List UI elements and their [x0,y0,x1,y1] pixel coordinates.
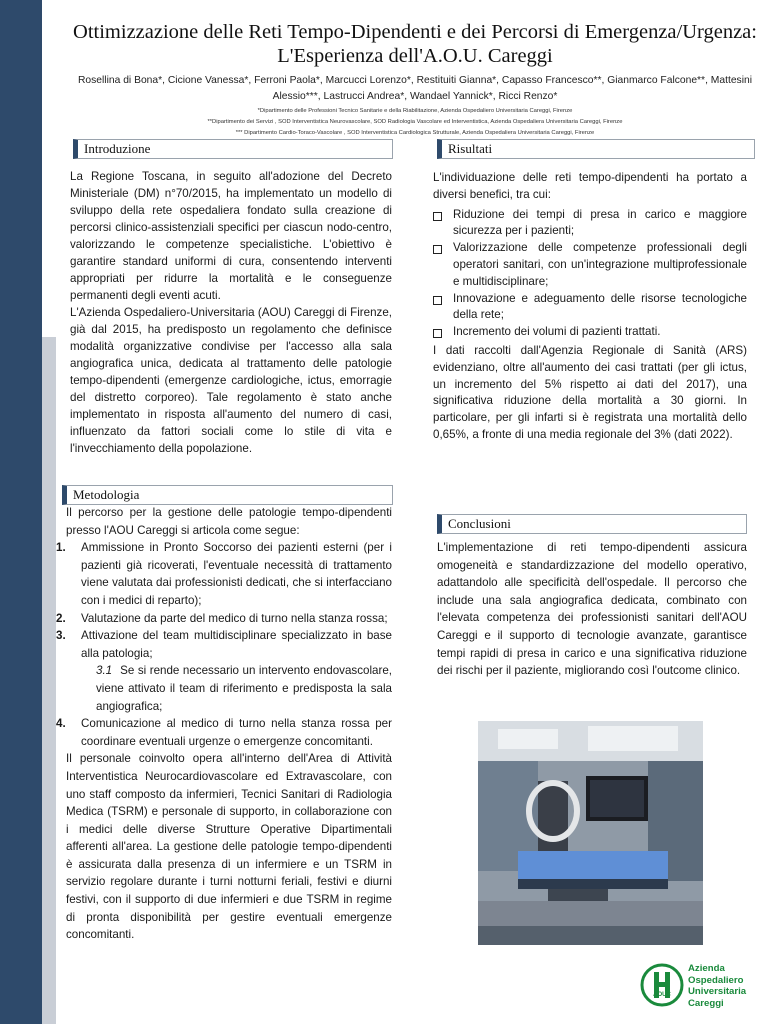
checkbox-icon [433,329,442,338]
conclusioni-heading: Conclusioni [437,514,747,534]
bullet-text: Riduzione dei tempi di presa in carico e maggiore sicurezza per i pazienti; [453,207,747,238]
bullet-item [433,207,747,241]
angiography-room-photo [478,721,703,945]
introduzione-paragraph-1: La Regione Toscana, in seguito all'adozione del Decreto Ministeriale (DM) n°70/2015, ha implementato un modello di sviluppo della rete ospedaliera fondato sulla creazione di percorsi clinico-assistenziali specifici per ciascun nodo-centro, valorizzando le competenze specialistiche. L'obiettivo è garantire standard uniformi di cura, consentendo interventi appropriati per ridurre la mortalità e le conseguenze permanenti degli eventi acuti. [70,170,392,302]
poster-title: Ottimizzazione delle Reti Tempo-Dipendenti e dei Percorsi di Emergenza/Urgenza: L'Esperienza dell'A.O.U. Careggi [73,21,757,67]
affiliation-3: *** Dipartimento Cardio-Toraco-Vascolare , SOD Interventistica Cardiologica Strutturale, Azienda Ospedaliera Universitaria Careggi, Firenze [235,130,595,136]
risultati-intro: L'individuazione delle reti tempo-dipendenti ha portato a diversi benefici, tra cui: [433,171,747,201]
step-2 [56,610,392,628]
step-3 [56,627,392,662]
step-3-1 [66,662,392,715]
affiliation-2: **Dipartimento dei Servizi , SOD Interventistica Neurovascolare, SOD Radiologia Vascolare ed Interventistica, Azienda Ospedaliera Universitaria Careggi, Firenze [207,119,623,125]
introduzione-paragraph-2: L'Azienda Ospedaliero-Universitaria (AOU) Careggi di Firenze, già dal 2015, ha predisposto un regolamento che definisce modalità organizzative condivise per l'accesso alla sala angiografica unica, dedicata al trattamento delle patologie tempo-dipendenti (emergenze cardiologiche, ictus, emorragie del distretto corporeo). Tale regolamento è stato anche implementato in risposta all'aumento del numero di casi, influenzato da fattori sociali come lo stile di vita e l'invecchiamento della popolazione. [70,306,392,455]
left-sidebar-accent [42,337,56,1024]
logo-line-1: Azienda [688,963,725,974]
step-text: Comunicazione al medico di turno nella stanza rossa per coordinare eventuali urgenze o emergenze concomitanti. [81,717,392,748]
left-sidebar-band [0,0,42,1024]
step-text: Valutazione da parte del medico di turno nella stanza rossa; [81,611,388,625]
checkbox-icon [433,296,442,305]
step-text: Attivazione del team multidisciplinare specializzato in base alla patologia; [81,629,392,660]
bullet-text: Incremento dei volumi di pazienti trattati. [453,325,661,339]
conclusioni-body: L'implementazione di reti tempo-dipendenti assicura omogeneità e standardizzazione del modello operativo, adattandolo alle specificità dell'ospedale. Il percorso che include una sala angiografica dedicata, combinato con l'elevata competenza dei professionisti sanitari dell'AOU Careggi e il supporto di tecnologie avanzate, garantisce tempi rapidi di presa in carico e una significativa riduzione dei rischi per il paziente, migliorando così l'outcome clinico. [437,541,747,678]
metodologia-closing: Il personale coinvolto opera all'interno dell'Area di Attività Interventistica Neurocardiovascolare ed Extravascolare, con uno staff composto da infermieri, Tecnici Sanitari di Radiologia Medica (TSRM) e personale di supporto, in collaborazione con i medici delle diverse Strutture Operative Dipartimentali afferenti all'area. La gestione delle patologie tempo-dipendenti è assicurata dalla presenza di un infermiere e un TSRM in servizio regolare durante i turni notturni feriali, festivi e diurni festivi, con il supporto di due infermieri e due TSRM in regime di pronta disponibilità per gestire eventuali emergenze concomitanti. [66,752,392,942]
step-4 [56,715,392,750]
logo-line-3: Universitaria [688,986,747,997]
step-text: Ammissione in Pronto Soccorso dei pazienti esterni (per i pazienti già ricoverati, l'eventuale necessità di trattamento viene valutata dai professionisti dedicati, che si interfacciano con i medici di reparto); [81,541,392,607]
bullet-text: Innovazione e adeguamento delle risorse tecnologiche della rete; [453,291,747,322]
risultati-bullets [433,207,747,341]
checkbox-icon [433,245,442,254]
logo-mark-text: AOUC [653,992,671,998]
risultati-heading: Risultati [437,139,755,159]
substep-text: Se si rende necessario un intervento endovascolare, viene attivato il team di riferimento e predisposta la sala angiografica; [96,664,392,713]
metodologia-body [56,504,392,944]
affiliation-1: *Dipartimento delle Professioni Tecnico Sanitarie e della Riabilitazione, Azienda Ospedaliero Universitaria Careggi, Firenze [257,108,573,114]
metodologia-steps [56,539,392,750]
metodologia-heading: Metodologia [62,485,393,505]
aouc-logo-mark-icon [640,962,684,1008]
step-number: 3. [56,629,66,643]
step-number: 1. [56,541,66,555]
risultati-data: I dati raccolti dall'Agenzia Regionale di Sanità (ARS) evidenziano, oltre all'aumento dei casi trattati (per gli ictus, un incremento del 5% rispetto ai dati del 2017), una significativa riduzione della mortalità a 30 giorni. In particolare, per gli infarti si è registrata una mortalità dello 0,65%, a fronte di una media regionale del 3% (dati 2022). [433,343,747,441]
checkbox-icon [433,212,442,221]
bullet-item [433,324,747,341]
bullet-item [433,240,747,290]
aouc-logo [640,962,756,1014]
logo-line-4: Careggi [688,997,724,1009]
logo-line-2: Ospedaliero [688,974,744,986]
bullet-item [433,291,747,325]
logo-text [688,963,746,1009]
metodologia-intro: Il percorso per la gestione delle patologie tempo-dipendenti presso l'AOU Careggi si articola come segue: [66,506,392,537]
step-number: 4. [56,717,66,731]
authors: Rosellina di Bona*, Cicione Vanessa*, Ferroni Paola*, Marcucci Lorenzo*, Restituiti Gianna*, Capasso Francesco**, Gianmarco Falcone**, Mattesini Alessio***, Lastrucci Andrea*, Wandael Yannick*, Ricci Renzo* [77,75,752,102]
step-number: 2. [56,611,66,625]
step-1 [56,539,392,609]
risultati-body [433,170,747,444]
angiography-room-illustration [478,721,703,945]
substep-number: 3.1 [96,664,113,678]
introduzione-body [70,168,392,457]
bullet-text: Valorizzazione delle competenze professionali degli operatori sanitari, con un'integrazione multiprofessionale e multidisciplinare; [453,241,747,288]
introduzione-heading: Introduzione [73,139,393,159]
